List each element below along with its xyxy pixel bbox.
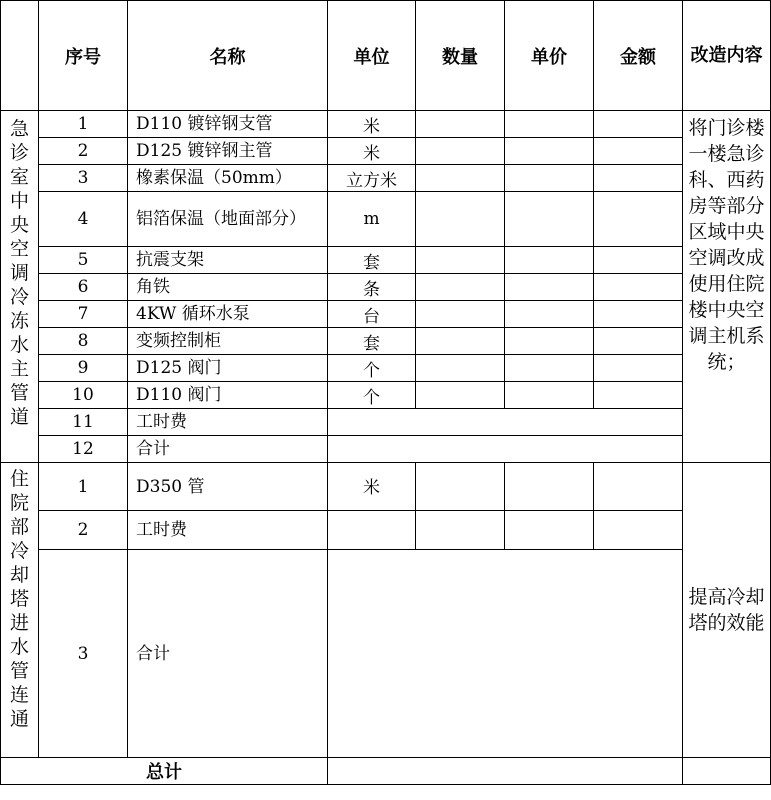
table-row bbox=[1, 192, 771, 247]
row-amount bbox=[594, 192, 683, 247]
header-row bbox=[1, 1, 771, 111]
grand-total-value bbox=[328, 758, 683, 785]
section1-title: 急诊室中央空调冷冻水主管道 bbox=[1, 111, 39, 463]
row-quantity bbox=[416, 165, 505, 192]
row-seq: 1 bbox=[39, 463, 128, 511]
row-seq: 2 bbox=[39, 511, 128, 550]
table-row bbox=[1, 138, 771, 165]
row-name: D110 镀锌钢支管 bbox=[128, 111, 328, 138]
row-amount bbox=[594, 328, 683, 355]
row-unit-price bbox=[505, 138, 594, 165]
labor-row bbox=[1, 409, 771, 436]
table-row bbox=[1, 382, 771, 409]
header-unit: 单位 bbox=[328, 1, 416, 111]
row-name: 抗震支架 bbox=[128, 247, 328, 274]
row-seq: 8 bbox=[39, 328, 128, 355]
row-name: 合计 bbox=[128, 550, 328, 758]
row-seq: 2 bbox=[39, 138, 128, 165]
row-unit: 米 bbox=[328, 111, 416, 138]
row-unit: 个 bbox=[328, 355, 416, 382]
row-seq: 7 bbox=[39, 301, 128, 328]
row-name: 橡素保温（50mm） bbox=[128, 165, 328, 192]
row-seq: 5 bbox=[39, 247, 128, 274]
row-quantity bbox=[416, 301, 505, 328]
row-amount bbox=[594, 382, 683, 409]
row-unit: 立方米 bbox=[328, 165, 416, 192]
row-amount bbox=[594, 463, 683, 511]
row-unit-price bbox=[505, 111, 594, 138]
row-unit: 套 bbox=[328, 247, 416, 274]
row-unit: 条 bbox=[328, 274, 416, 301]
row-amount bbox=[594, 247, 683, 274]
labor-value bbox=[328, 409, 683, 436]
row-amount bbox=[594, 165, 683, 192]
row-seq: 12 bbox=[39, 436, 128, 463]
row-name: D350 管 bbox=[128, 463, 328, 511]
row-quantity bbox=[416, 463, 505, 511]
row-seq: 3 bbox=[39, 165, 128, 192]
row-quantity bbox=[416, 511, 505, 550]
section1-note: 将门诊楼一楼急诊科、西药房等部分区域中央空调改成使用住院楼中央空调主机系统； bbox=[683, 111, 771, 463]
row-unit-price bbox=[505, 301, 594, 328]
row-unit: m bbox=[328, 192, 416, 247]
grand-total-label: 总计 bbox=[1, 758, 328, 785]
subtotal-value bbox=[328, 436, 683, 463]
header-amount: 金额 bbox=[594, 1, 683, 111]
row-unit: 套 bbox=[328, 328, 416, 355]
row-unit-price bbox=[505, 247, 594, 274]
grand-total-note bbox=[683, 758, 771, 785]
row-quantity bbox=[416, 274, 505, 301]
row-amount bbox=[594, 138, 683, 165]
section2-note: 提高冷却塔的效能 bbox=[683, 463, 771, 758]
row-name: 合计 bbox=[128, 436, 328, 463]
table-row bbox=[1, 165, 771, 192]
row-unit-price bbox=[505, 511, 594, 550]
row-name: 变频控制柜 bbox=[128, 328, 328, 355]
row-unit: 台 bbox=[328, 301, 416, 328]
header-reform-content: 改造内容 bbox=[683, 1, 771, 111]
row-unit-price bbox=[505, 165, 594, 192]
row-quantity bbox=[416, 328, 505, 355]
row-name: D125 镀锌钢主管 bbox=[128, 138, 328, 165]
grand-total-row bbox=[1, 758, 771, 785]
header-quantity: 数量 bbox=[416, 1, 505, 111]
row-unit: 米 bbox=[328, 463, 416, 511]
row-seq: 3 bbox=[39, 550, 128, 758]
row-seq: 11 bbox=[39, 409, 128, 436]
row-unit-price bbox=[505, 274, 594, 301]
row-seq: 6 bbox=[39, 274, 128, 301]
row-name: 铝箔保温（地面部分） bbox=[128, 192, 328, 247]
row-quantity bbox=[416, 382, 505, 409]
table-row bbox=[1, 274, 771, 301]
row-quantity bbox=[416, 355, 505, 382]
row-name: 工时费 bbox=[128, 409, 328, 436]
header-unit-price: 单价 bbox=[505, 1, 594, 111]
row-amount bbox=[594, 274, 683, 301]
row-seq: 9 bbox=[39, 355, 128, 382]
table-row bbox=[1, 247, 771, 274]
subtotal-row bbox=[1, 550, 771, 758]
row-unit: 米 bbox=[328, 138, 416, 165]
table-row bbox=[1, 355, 771, 382]
header-seq: 序号 bbox=[39, 1, 128, 111]
row-quantity bbox=[416, 247, 505, 274]
row-name: D125 阀门 bbox=[128, 355, 328, 382]
row-seq: 10 bbox=[39, 382, 128, 409]
header-name: 名称 bbox=[128, 1, 328, 111]
row-unit-price bbox=[505, 328, 594, 355]
corner-cell bbox=[1, 1, 39, 111]
row-quantity bbox=[416, 138, 505, 165]
row-amount bbox=[594, 301, 683, 328]
row-unit-price bbox=[505, 382, 594, 409]
row-amount bbox=[594, 355, 683, 382]
row-name: 工时费 bbox=[128, 511, 328, 550]
subtotal-row bbox=[1, 436, 771, 463]
row-seq: 1 bbox=[39, 111, 128, 138]
section2-title: 住院部冷却塔进水管连通 bbox=[1, 463, 39, 758]
subtotal-value bbox=[328, 550, 683, 758]
row-seq: 4 bbox=[39, 192, 128, 247]
row-unit-price bbox=[505, 192, 594, 247]
row-name: D110 阀门 bbox=[128, 382, 328, 409]
row-unit-price bbox=[505, 463, 594, 511]
row-unit bbox=[328, 511, 416, 550]
row-quantity bbox=[416, 192, 505, 247]
labor-row bbox=[1, 511, 771, 550]
table-row bbox=[1, 328, 771, 355]
row-quantity bbox=[416, 111, 505, 138]
table-row bbox=[1, 463, 771, 511]
row-unit-price bbox=[505, 355, 594, 382]
row-amount bbox=[594, 111, 683, 138]
row-amount bbox=[594, 511, 683, 550]
table-row bbox=[1, 301, 771, 328]
row-name: 角铁 bbox=[128, 274, 328, 301]
table-row bbox=[1, 111, 771, 138]
row-name: 4KW 循环水泵 bbox=[128, 301, 328, 328]
row-unit: 个 bbox=[328, 382, 416, 409]
